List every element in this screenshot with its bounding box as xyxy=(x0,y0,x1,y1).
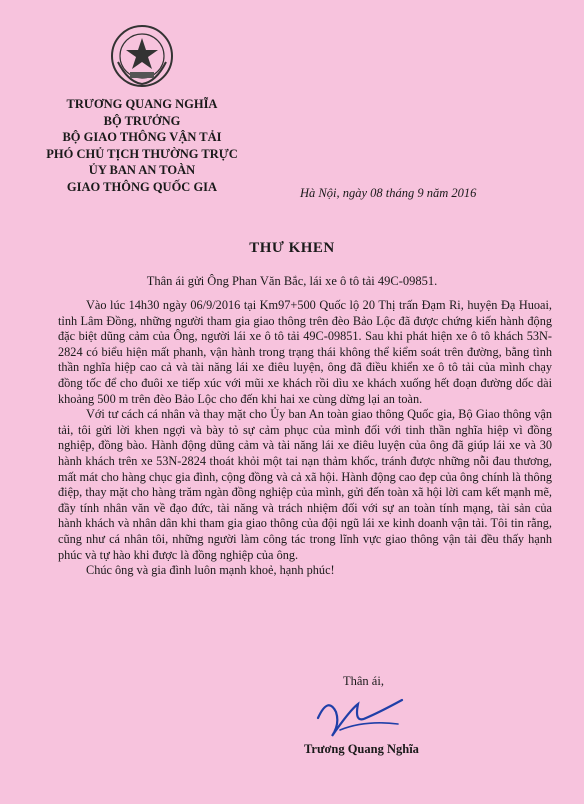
body-paragraph: Với tư cách cá nhân và thay mặt cho Ủy ban An toàn giao thông Quốc gia, Bộ Giao thông vận tải, tôi gửi lời khen ngợi và bày tỏ sự cảm phục của mình đối với tinh thần nghĩa hiệp vì đồng nghiệp, đồng bào. Hành động dũng cảm và tài năng lái xe điêu luyện của ông đã giúp lái xe và 30 hành khách trên xe 53N-2824 thoát khỏi một tai nạn thảm khốc, tránh được những nỗi đau thương, mất mát cho hàng chục gia đình, cộng đồng và cả xã hội. Hành động cao đẹp của ông chính là thông điệp, thay mặt cho hàng trăm ngàn đồng nghiệp của mình, gửi đến toàn xã hội lời cam kết mạnh mẽ, đầy tính nhân văn về đạo đức, tài năng và trách nhiệm đối với sự an toàn tính mạng, tài sản của hành khách và nhân dân khi tham gia giao thông của đội ngũ lái xe kinh doanh vận tải. Tôi tin rằng, cũng như cá nhân tôi, những người làm công tác trong lĩnh vực giao thông vận tải đều thấy hạnh phúc và tự hào khi được là đồng nghiệp của ông. xyxy=(58,407,552,562)
issuer-committee-2: GIAO THÔNG QUỐC GIA xyxy=(66,179,218,194)
issuer-committee: ỦY BAN AN TOÀN xyxy=(88,163,196,177)
issuer-ministry: BỘ GIAO THÔNG VẬN TẢI xyxy=(62,130,222,144)
letter-closing: Thân ái, xyxy=(343,674,384,688)
letter-greeting: Thân ái gửi Ông Phan Văn Bắc, lái xe ô tô tải 49C-09851. xyxy=(146,274,438,288)
national-emblem-icon xyxy=(108,22,176,90)
body-paragraph: Vào lúc 14h30 ngày 06/9/2016 tại Km97+500 Quốc lộ 20 Thị trấn Đạm Ri, huyện Đạ Huoai, tỉnh Lâm Đồng, những người tham gia giao thông trên đèo Bảo Lộc đã được chứng kiến hành động đặc biệt dũng cảm của Ông, người lái xe ô tô tải 49C-09851. Sau khi phát hiện xe ô tô khách 53N-2824 có biểu hiện mất phanh, vận hành trong trạng thái không thể kiểm soát trên đường, bằng tình thần nghĩa hiệp cao cả và tài năng lái xe điêu luyện, ông đã điều khiển xe ô tô tải của mình chạy đồng tốc để cho đuôi xe tiếp xúc với mũi xe khách rồi dìu xe khách xuống hết đoạn đường dốc dài khoảng 500 m trên đèo Bảo Lộc cho đến khi hai xe cùng dừng lại an toàn. xyxy=(58,298,552,406)
handwritten-signature xyxy=(310,690,410,746)
issuer-position: BỘ TRƯỞNG xyxy=(103,113,181,128)
body-paragraph: Chúc ông và gia đình luôn mạnh khoẻ, hạnh phúc! xyxy=(86,563,335,578)
issuer-header xyxy=(22,96,262,195)
letter-body xyxy=(58,298,552,579)
signer-name: Trương Quang Nghĩa xyxy=(304,742,419,756)
issuer-name: TRƯƠNG QUANG NGHĨA xyxy=(66,97,218,111)
letter-title: THƯ KHEN xyxy=(249,240,335,256)
letter-date: Hà Nội, ngày 08 tháng 9 năm 2016 xyxy=(300,186,477,200)
issuer-position-2: PHÓ CHỦ TỊCH THƯỜNG TRỰC xyxy=(46,146,238,161)
